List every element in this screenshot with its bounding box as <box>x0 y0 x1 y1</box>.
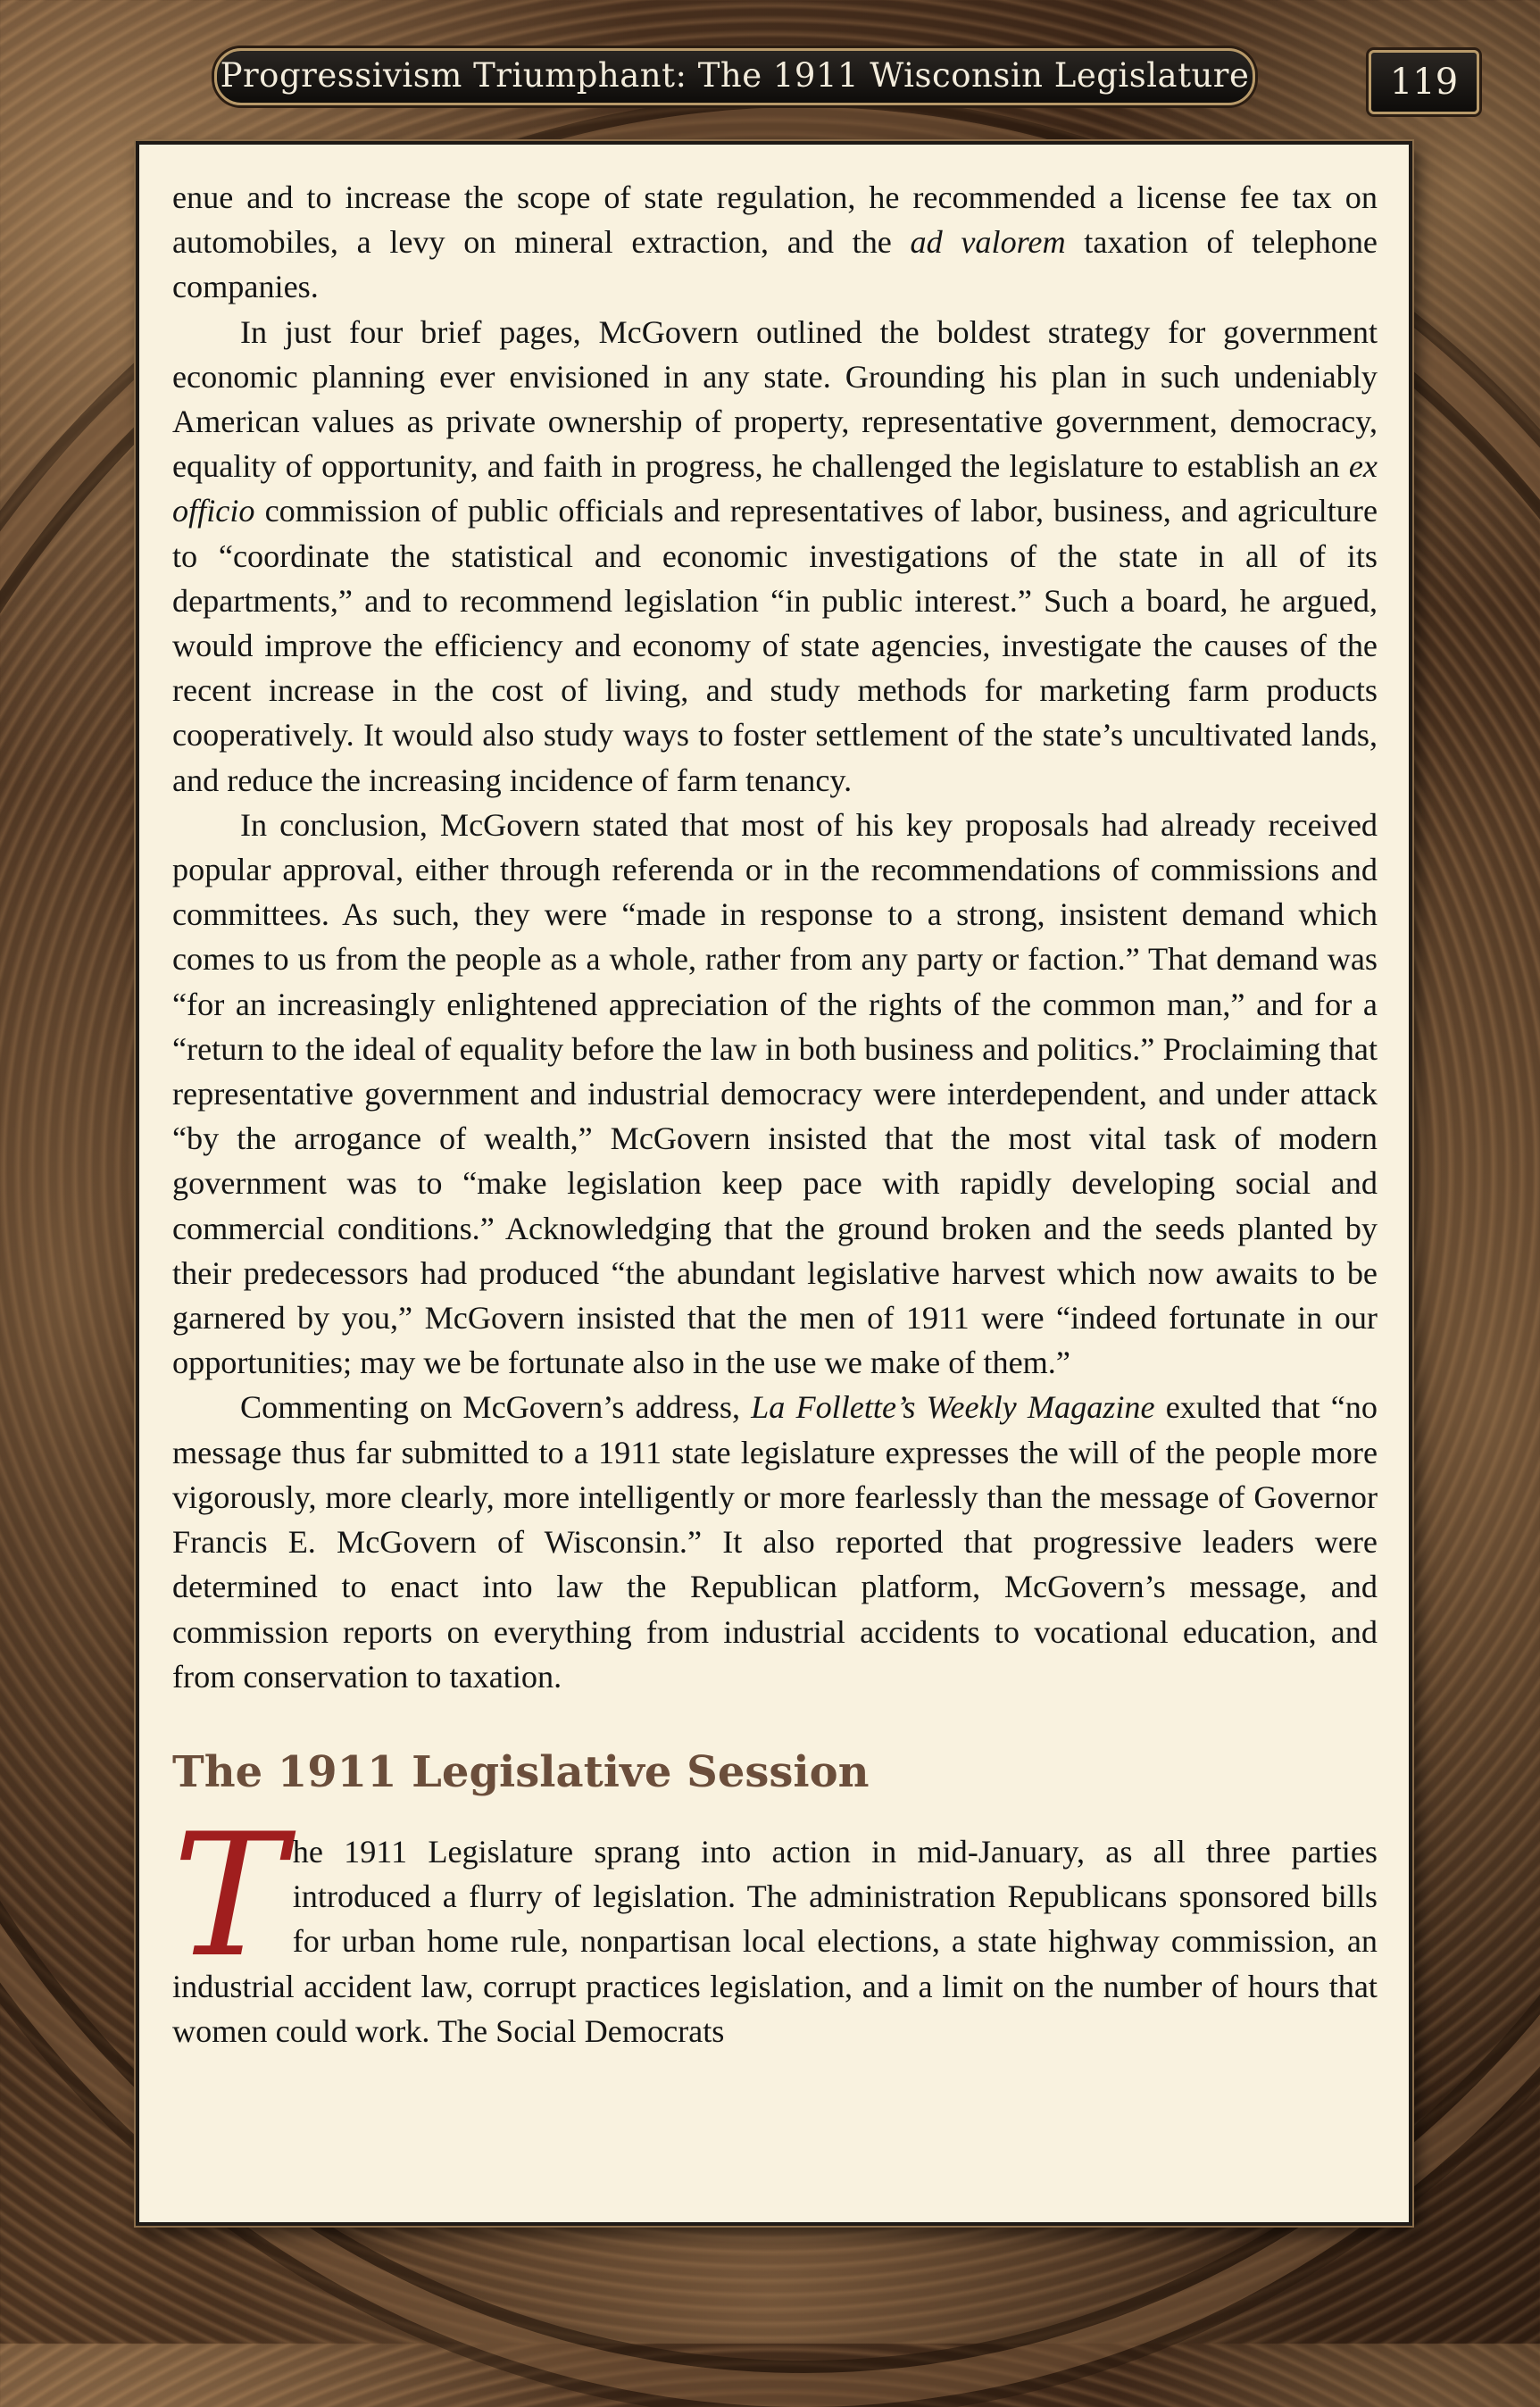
page-number: 119 <box>1369 50 1479 114</box>
paragraph-5-text: he 1911 Legislature sprang into action in mid-January, as all three parties introduced a flurry of legislation. The administration Republicans sponsored bills for urban home rule, nonpartisan local elections, a state highway commission, an industrial accident law, corrupt practices legislation, and a limit on the number of hours that women could work. The Social Democrats <box>172 1833 1378 2049</box>
paragraph-2-italic: ex officio <box>172 448 1378 529</box>
paragraph-5 <box>172 1796 1378 2053</box>
paragraph-1 <box>172 175 1378 310</box>
paragraph-2-text-b: commission of public officials and representatives of labor, business, and agriculture to “coordinate the statistical and economic investigations of the state in all of its departments,” and to recommend legislation “in public interest.” Such a board, he argued, would improve the efficiency and economy of state agencies, investigate the causes of the recent increase in the cost of living, and study methods for marketing farm products cooperatively. It would also study ways to foster settlement of the state’s uncultivated lands, and reduce the increasing incidence of farm tenancy. <box>172 493 1378 798</box>
paragraph-4-text-a: Commenting on McGovern’s address, <box>240 1389 752 1426</box>
paragraph-1-text-a: enue and to increase the scope of state regulation, he recommended a license fee tax on automobiles, a levy on mineral extraction, and the <box>172 179 1378 261</box>
paragraph-4-italic: La Follette’s Weekly Magazine <box>751 1389 1155 1426</box>
running-header-band <box>214 48 1255 105</box>
paragraph-4-text-b: exulted that “no message thus far submitted to a 1911 state legislature expresses the will of the people more vigorously, more clearly, more intelligently or more fearlessly than the message of Governor Francis E. McGovern of Wisconsin.” It also reported that progressive leaders were determined to enact into law the Republican platform, McGovern’s message, and commission reports on everything from industrial accidents to vocational education, and from conservation to taxation. <box>172 1389 1378 1695</box>
running-title: Progressivism Triumphant: The 1911 Wisconsin Legislature <box>220 56 1250 95</box>
paragraph-1-text-b: taxation of telephone companies. <box>172 224 1378 305</box>
paragraph-2 <box>172 310 1378 803</box>
text-panel <box>136 141 1412 2226</box>
paragraph-2-text-a: In just four brief pages, McGovern outlined the boldest strategy for government economic planning ever envisioned in any state. Grounding his plan in such undeniably American values as private ownership of property, representative government, democracy, equality of opportunity, and faith in progress, he challenged the legislature to establish an <box>172 313 1378 485</box>
page-body <box>172 175 1378 2053</box>
paragraph-1-italic: ad valorem <box>910 224 1066 261</box>
section-heading: The 1911 Legislative Session <box>172 1746 870 1797</box>
paragraph-4 <box>172 1385 1378 1698</box>
drop-cap: T <box>172 1796 286 1995</box>
paragraph-3: In conclusion, McGovern stated that most of his key proposals had already received popular approval, either through referenda or in the recommendations of commissions and committees. As such, they were “made in response to a strong, insistent demand which comes to us from the people as a whole, rather from any party or faction.” That demand was “for an increasingly enlightened appreciation of the rights of the common man,” and for a “return to the ideal of equality before the law in both business and politics.” Proclaiming that representative government and industrial democracy were interdependent, and under attack “by the arrogance of wealth,” McGovern insisted that the most vital task of modern government was to “make legislation keep pace with rapidly developing social and commercial conditions.” Acknowledging that the ground broken and the seeds planted by their predecessors had produced “the abundant legislative harvest which now awaits to be garnered by you,” McGovern insisted that the men of 1911 were “indeed fortunate in our opportunities; may we be fortunate also in the use we make of them.” <box>172 806 1378 1381</box>
